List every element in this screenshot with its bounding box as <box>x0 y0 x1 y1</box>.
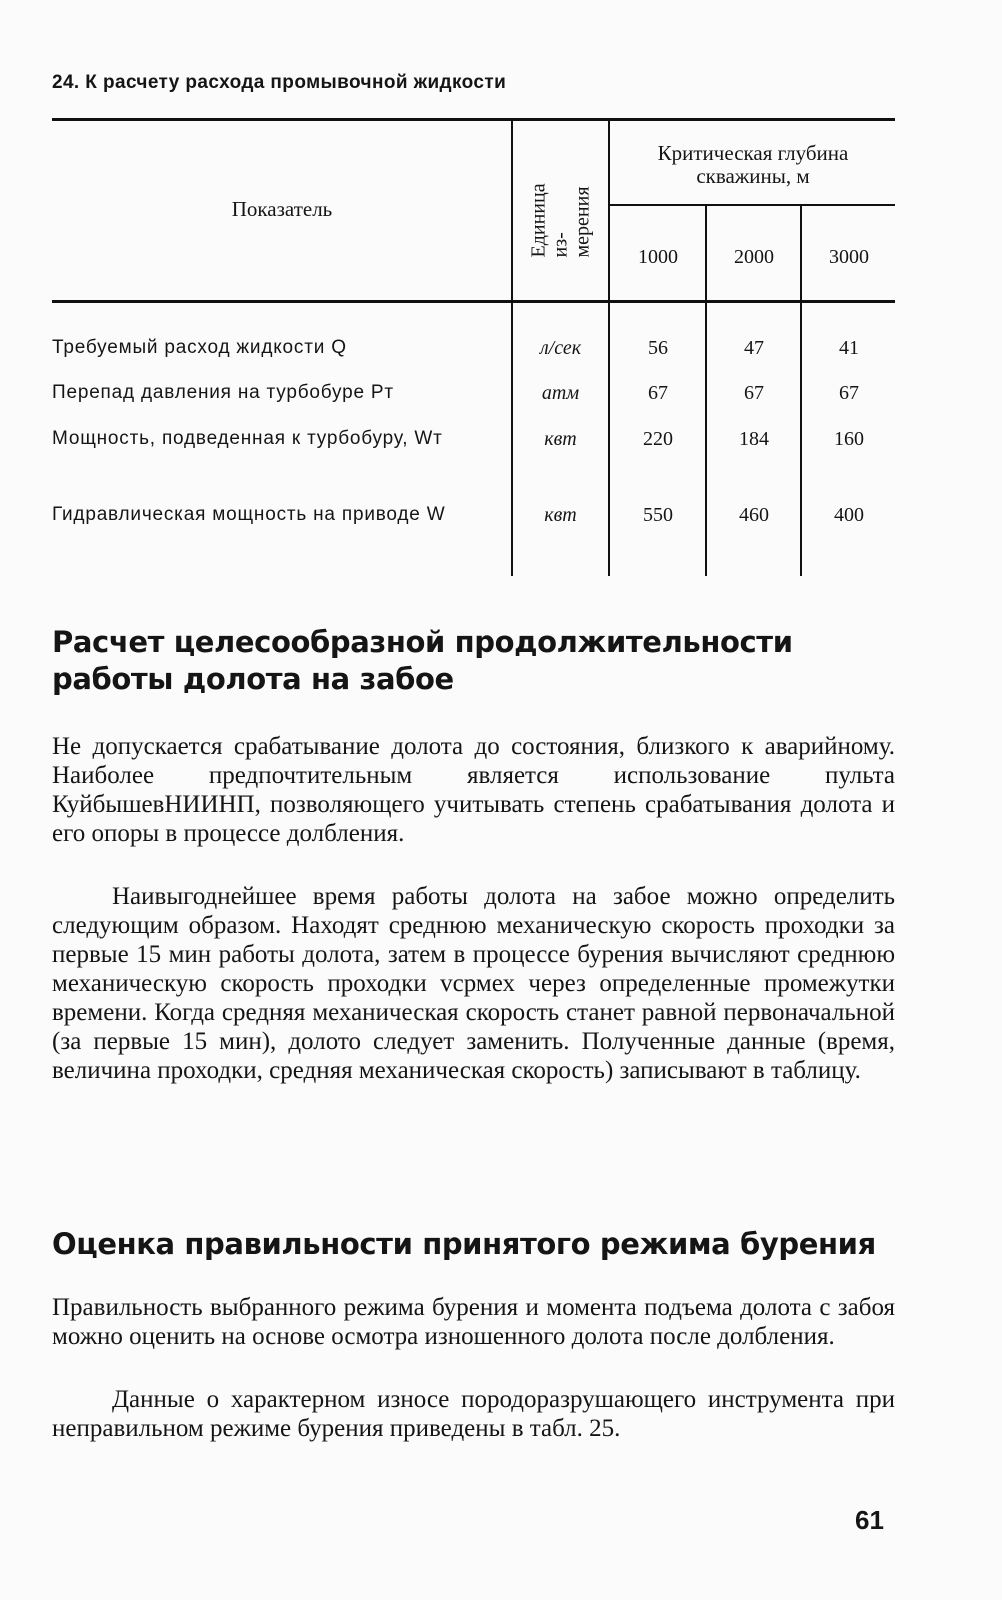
table-divider <box>608 120 610 576</box>
row-name: Перепад давления на турбобуре Pт <box>52 382 394 403</box>
row-value: 460 <box>739 504 769 526</box>
paragraph: Наивыгоднейшее время работы долота на забое можно определить следующим образом. Находят среднюю механическую скорость проходки за первые 15 мин работы долота, затем в процессе бурения вычисляют среднюю механическую скорость проходки vсрмех через определенные промежутки времени. Когда средняя механическая скорость станет равной первоначальной (за первые 15 мин), долото следует заменить. Полученные данные (время, величина проходки, средняя механическая скорость) записывают в таблицу. <box>52 883 895 1084</box>
section-heading: Расчет целесообразной продолжительности работы долота на забое <box>52 625 793 696</box>
row-value: 67 <box>648 382 668 404</box>
depth-header-rule <box>610 204 895 206</box>
row-value: 160 <box>834 428 864 450</box>
row-value: 400 <box>834 504 864 526</box>
row-name: Гидравлическая мощность на приводе W <box>52 504 446 525</box>
row-unit: атм <box>541 382 580 404</box>
table-divider <box>705 206 707 576</box>
row-name: Требуемый расход жидкости Q <box>52 337 347 358</box>
row-value: 56 <box>648 337 668 359</box>
row-value: 220 <box>643 428 673 450</box>
table-top-rule <box>52 118 895 121</box>
row-value: 67 <box>744 382 764 404</box>
page-number: 61 <box>855 1505 884 1535</box>
row-value: 550 <box>643 504 673 526</box>
row-value: 67 <box>839 382 859 404</box>
header-depth-2000: 2000 <box>734 246 774 268</box>
table-caption: 24. К расчету расхода промывочной жидкости <box>52 72 507 93</box>
row-value: 184 <box>739 428 769 450</box>
row-name: Мощность, подведенная к турбобуру, Wт <box>52 428 443 449</box>
header-unit <box>513 120 608 300</box>
section-heading: Оценка правильности принятого режима бурения <box>52 1227 876 1261</box>
header-depth-1000: 1000 <box>638 246 678 268</box>
row-value: 41 <box>839 337 859 359</box>
row-value: 47 <box>744 337 764 359</box>
paragraph: Данные о характерном износе породоразрушающего инструмента при неправильном режиме бурения приведены в табл. 25. <box>52 1386 895 1442</box>
header-critical-depth: Критическая глубина скважины, м <box>657 141 849 188</box>
header-unit-text: Единица из- мерения <box>527 183 594 258</box>
row-unit: квт <box>544 428 577 450</box>
header-depth-3000: 3000 <box>829 246 869 268</box>
paragraph: Не допускается срабатывание долота до состояния, близкого к аварийному. Наиболее предпочтительным является использование пульта КуйбышевНИИНП, позволяющего учитывать степень срабатывания долота и его опоры в процессе долбления. <box>52 733 895 847</box>
header-indicator: Показатель <box>231 197 333 221</box>
row-unit: л/сек <box>539 337 582 359</box>
row-unit: квт <box>544 504 577 526</box>
table-divider <box>800 206 802 576</box>
table-header-rule <box>52 300 895 303</box>
paragraph: Правильность выбранного режима бурения и момента подъема долота с забоя можно оценить на основе осмотра изношенного долота после долбления. <box>52 1294 895 1350</box>
